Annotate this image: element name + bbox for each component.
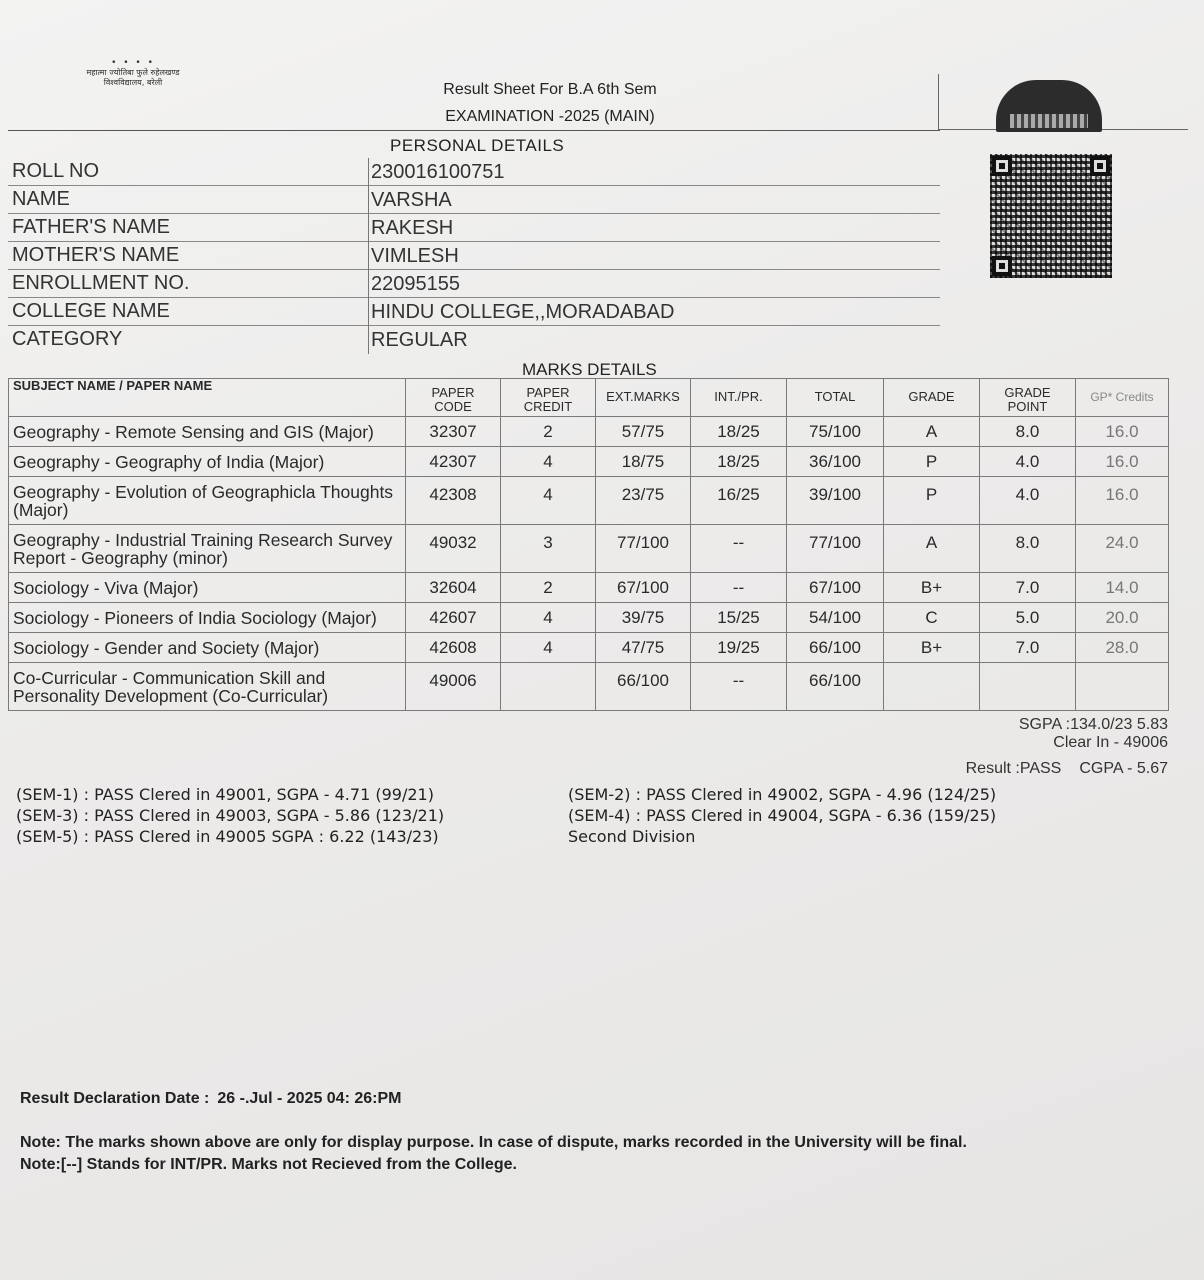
- subject-name: Geography - Industrial Training Research Survey Report - Geography (minor): [9, 525, 406, 573]
- result-line: [966, 760, 1168, 778]
- paper-code: 32604: [406, 573, 501, 603]
- subject-name: Geography - Remote Sensing and GIS (Major): [9, 417, 406, 447]
- total-marks: 77/100: [787, 525, 884, 573]
- marks-header-row: [9, 379, 1169, 417]
- ext-marks: 57/75: [596, 417, 691, 447]
- ext-marks: 67/100: [596, 573, 691, 603]
- father-name-value: RAKESH: [368, 214, 940, 242]
- sem-1-result: (SEM-1) : PASS Clered in 49001, SGPA - 4.71 (99/21): [16, 785, 434, 804]
- gp-credits: 20.0: [1076, 603, 1169, 633]
- int-marks: 16/25: [691, 477, 787, 525]
- ext-marks: 77/100: [596, 525, 691, 573]
- paper-code: 42608: [406, 633, 501, 663]
- paper-code: 49032: [406, 525, 501, 573]
- sgpa-value: SGPA :134.0/23 5.83: [1018, 716, 1168, 733]
- cgpa-value: CGPA - 5.67: [1079, 760, 1168, 777]
- int-marks: --: [691, 525, 787, 573]
- col-gp-credits: GP* Credits: [1076, 379, 1169, 417]
- category-label: CATEGORY: [12, 328, 123, 350]
- university-logo: • • • • महात्मा ज्योतिबा फुले रुहेलखण्ड विश्वविद्यालय, बरेली: [68, 58, 198, 88]
- subject-name: Sociology - Pioneers of India Sociology (Major): [9, 603, 406, 633]
- subject-name: Sociology - Gender and Society (Major): [9, 633, 406, 663]
- title-line-2: EXAMINATION -2025 (MAIN): [445, 108, 655, 125]
- sem-3-result: (SEM-3) : PASS Clered in 49003, SGPA - 5.86 (123/21): [16, 806, 445, 825]
- paper-code: 49006: [406, 663, 501, 711]
- roll-no-label: ROLL NO: [12, 160, 100, 182]
- note-display-purpose: Note: The marks shown above are only for display purpose. In case of dispute, marks recorded in the University will be final.: [20, 1134, 967, 1151]
- col-paper-credit: PAPER CREDIT: [501, 379, 596, 417]
- total-marks: 75/100: [787, 417, 884, 447]
- total-marks: 66/100: [787, 633, 884, 663]
- gp-credits: 16.0: [1076, 477, 1169, 525]
- sem-4-result: (SEM-4) : PASS Clered in 49004, SGPA - 6.36 (159/25): [568, 806, 997, 825]
- col-paper-code: PAPER CODE: [406, 379, 501, 417]
- paper-credit: 4: [501, 603, 596, 633]
- paper-code: 42308: [406, 477, 501, 525]
- notes: [20, 1132, 967, 1176]
- table-row: [9, 525, 1169, 573]
- grade: P: [884, 477, 980, 525]
- gp-credits: [1076, 663, 1169, 711]
- division: Second Division: [568, 827, 696, 846]
- father-name-label: FATHER'S NAME: [12, 216, 170, 238]
- university-logo-text: महात्मा ज्योतिबा फुले रुहेलखण्ड विश्वविद्यालय, बरेली: [86, 68, 180, 87]
- grade: B+: [884, 573, 980, 603]
- total-marks: 67/100: [787, 573, 884, 603]
- int-marks: 15/25: [691, 603, 787, 633]
- col-subject: SUBJECT NAME / PAPER NAME: [9, 379, 406, 417]
- college-name-value: HINDU COLLEGE,,MORADABAD: [368, 298, 940, 326]
- table-row: [9, 573, 1169, 603]
- declaration-date: 26 -.Jul - 2025 04: 26:PM: [217, 1090, 402, 1107]
- grade-point: 8.0: [980, 525, 1076, 573]
- col-grade-point: GRADE POINT: [980, 379, 1076, 417]
- paper-credit: 2: [501, 573, 596, 603]
- personal-row: [8, 158, 940, 186]
- sgpa-summary: [1019, 716, 1168, 752]
- int-marks: 19/25: [691, 633, 787, 663]
- personal-row: [8, 298, 940, 326]
- personal-row: [8, 186, 940, 214]
- sem-2-result: (SEM-2) : PASS Clered in 49002, SGPA - 4.96 (124/25): [568, 785, 997, 804]
- semester-results-left: [16, 784, 444, 847]
- table-row: [9, 477, 1169, 525]
- personal-row: [8, 214, 940, 242]
- int-marks: --: [691, 663, 787, 711]
- grade: [884, 663, 980, 711]
- grade-point: 4.0: [980, 477, 1076, 525]
- subject-name: Sociology - Viva (Major): [9, 573, 406, 603]
- paper-credit: 4: [501, 447, 596, 477]
- sem-5-result: (SEM-5) : PASS Clered in 49005 SGPA : 6.22 (143/23): [16, 827, 439, 846]
- page-title: [390, 76, 710, 130]
- marks-details-heading: MARKS DETAILS: [522, 360, 657, 379]
- gp-credits: 28.0: [1076, 633, 1169, 663]
- grade: A: [884, 417, 980, 447]
- paper-credit: 2: [501, 417, 596, 447]
- subject-name: Co-Curricular - Communication Skill and Personality Development (Co-Curricular): [9, 663, 406, 711]
- table-row: [9, 417, 1169, 447]
- mother-name-label: MOTHER'S NAME: [12, 244, 180, 266]
- name-value: VARSHA: [368, 186, 940, 214]
- qr-finder: [1090, 156, 1110, 176]
- table-row: [9, 603, 1169, 633]
- table-row: [9, 633, 1169, 663]
- enrollment-no-value: 22095155: [368, 270, 940, 298]
- int-marks: --: [691, 573, 787, 603]
- subject-name: Geography - Evolution of Geographicla Thoughts (Major): [9, 477, 406, 525]
- ext-marks: 23/75: [596, 477, 691, 525]
- ext-marks: 18/75: [596, 447, 691, 477]
- marks-table: [8, 378, 1169, 711]
- ext-marks: 39/75: [596, 603, 691, 633]
- roll-no-value: 230016100751: [368, 158, 940, 186]
- personal-row: [8, 242, 940, 270]
- qr-finder: [992, 156, 1012, 176]
- semester-results-right: [568, 784, 996, 847]
- grade-point: 7.0: [980, 573, 1076, 603]
- int-marks: 18/25: [691, 417, 787, 447]
- note-int-pr: Note:[--] Stands for INT/PR. Marks not Recieved from the College.: [20, 1156, 517, 1173]
- paper-credit: 4: [501, 633, 596, 663]
- total-marks: 54/100: [787, 603, 884, 633]
- personal-details-heading: PERSONAL DETAILS: [390, 136, 565, 155]
- subject-name: Geography - Geography of India (Major): [9, 447, 406, 477]
- grade-point: 5.0: [980, 603, 1076, 633]
- grade-point: 7.0: [980, 633, 1076, 663]
- student-photo: [996, 80, 1102, 132]
- declaration-label: Result Declaration Date :: [20, 1090, 210, 1107]
- enrollment-no-label: ENROLLMENT NO.: [12, 272, 190, 294]
- grade-point: [980, 663, 1076, 711]
- col-grade: GRADE: [884, 379, 980, 417]
- gp-credits: 16.0: [1076, 447, 1169, 477]
- col-ext-marks: EXT.MARKS: [596, 379, 691, 417]
- grade-point: 4.0: [980, 447, 1076, 477]
- college-name-label: COLLEGE NAME: [12, 300, 170, 322]
- total-marks: 66/100: [787, 663, 884, 711]
- grade: P: [884, 447, 980, 477]
- grade: A: [884, 525, 980, 573]
- gp-credits: 14.0: [1076, 573, 1169, 603]
- name-label: NAME: [12, 188, 70, 210]
- paper-code: 42307: [406, 447, 501, 477]
- result-status: Result :PASS: [965, 760, 1062, 777]
- category-value: REGULAR: [368, 326, 940, 354]
- table-row: [9, 663, 1169, 711]
- col-int-pr: INT./PR.: [691, 379, 787, 417]
- table-row: [9, 447, 1169, 477]
- grade: B+: [884, 633, 980, 663]
- total-marks: 36/100: [787, 447, 884, 477]
- clear-in-value: Clear In - 49006: [1053, 734, 1168, 751]
- personal-row: [8, 270, 940, 298]
- result-declaration: [20, 1090, 401, 1108]
- col-total: TOTAL: [787, 379, 884, 417]
- grade-point: 8.0: [980, 417, 1076, 447]
- paper-code: 42607: [406, 603, 501, 633]
- gp-credits: 24.0: [1076, 525, 1169, 573]
- grade: C: [884, 603, 980, 633]
- gp-credits: 16.0: [1076, 417, 1169, 447]
- ext-marks: 47/75: [596, 633, 691, 663]
- paper-code: 32307: [406, 417, 501, 447]
- paper-credit: [501, 663, 596, 711]
- ext-marks: 66/100: [596, 663, 691, 711]
- title-line-1: Result Sheet For B.A 6th Sem: [443, 81, 657, 98]
- qr-code: [990, 154, 1112, 278]
- int-marks: 18/25: [691, 447, 787, 477]
- paper-credit: 4: [501, 477, 596, 525]
- qr-finder: [992, 256, 1012, 276]
- personal-row: [8, 326, 940, 354]
- paper-credit: 3: [501, 525, 596, 573]
- total-marks: 39/100: [787, 477, 884, 525]
- mother-name-value: VIMLESH: [368, 242, 940, 270]
